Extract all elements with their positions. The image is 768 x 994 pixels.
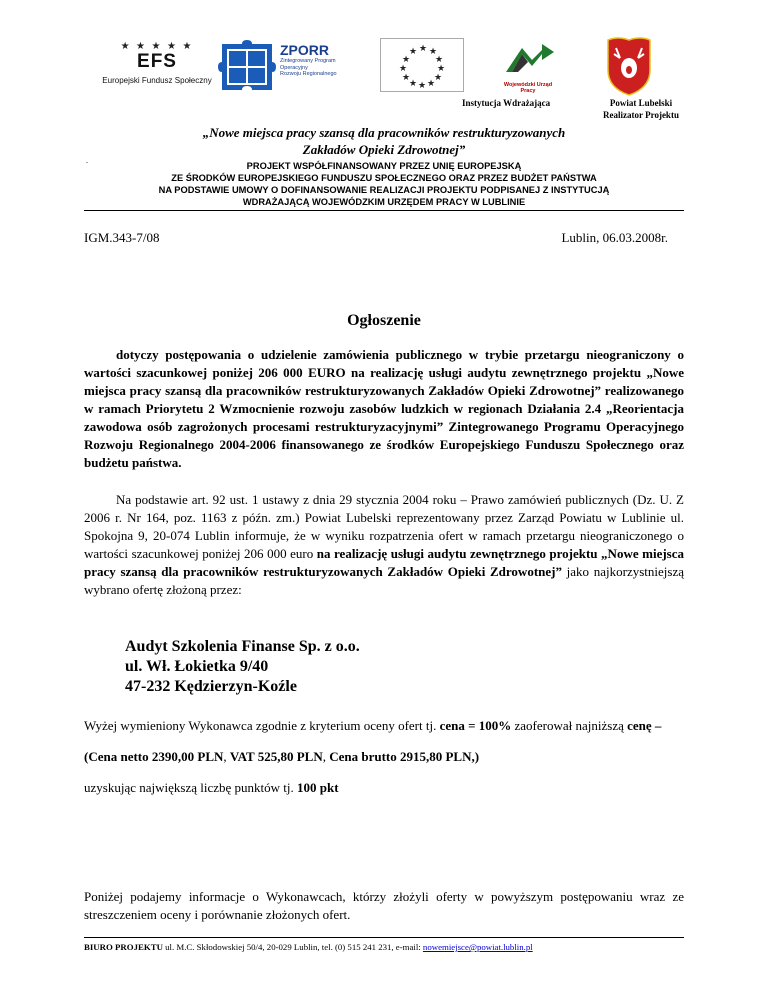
zporr-sub-1: Zintegrowany Program <box>280 58 336 64</box>
logo-bar <box>100 36 670 100</box>
cofinancing-notice <box>0 160 768 208</box>
reference-number: IGM.343-7/08 <box>84 230 160 245</box>
svg-text:★: ★ <box>402 55 411 65</box>
result-criterion: cena = 100% <box>439 718 512 733</box>
svg-text:★: ★ <box>402 73 411 83</box>
result-paragraph <box>84 710 684 803</box>
zporr-title: ZPORR <box>280 42 329 58</box>
footer-address: ul. M.C. Skłodowskiej 50/4, 20-029 Lublin, tel. (0) 515 241 231, e-mail: <box>162 942 423 952</box>
puzzle-icon <box>218 40 276 92</box>
footer-email-link[interactable]: nowemiejsce@powiat.lublin.pl <box>422 942 533 952</box>
intro-paragraph: dotyczy postępowania o udzielenie zamówienia publicznego w trybie przetargu nieograniczony o wartości szacunkowej poniżej 206 000 EURO na realizację usługi audytu zewnętrznego projektu „Nowe miejsca pracy szansą dla pracowników restrukturyzowanych Zakładów Opieki Zdrowotnej” realizowanego w ramach Priorytetu 2 Wzmocnienie rozwoju zasobów ludzkich w regionach Działania 2.4 „Reorientacja zawodowa osób zagrożonych procesami restrukturyzacyjnymi” Zintegrowanego Programu Operacyjnego Rozwoju Regionalnego 2004-2006 finansowanego ze środków Europejskiego Funduszu Społecznego oraz budżetu państwa. <box>84 347 684 470</box>
winner-block <box>125 637 360 697</box>
project-title-line-1: „Nowe miejsca pracy szansą dla pracowników restrukturyzowanych <box>202 125 566 140</box>
result-sep-2: , <box>322 749 330 764</box>
efs-stars-icon: ★ ★ ★ ★ ★ <box>120 41 194 52</box>
wup-arrows-icon <box>498 38 558 78</box>
efs-name: Europejski Fundusz Społeczny <box>102 76 212 85</box>
zporr-sub-3: Rozwoju Regionalnego <box>280 71 337 77</box>
wup-label: Wojewódzki Urząd Pracy <box>503 82 553 94</box>
result-gross-price: Cena brutto 2915,80 PLN,) <box>329 749 480 764</box>
result-text-1: Wyżej wymieniony Wykonawca zgodnie z kryterium oceny ofert tj. <box>84 718 440 733</box>
svg-text:★: ★ <box>399 64 408 74</box>
document-date: Lublin, 06.03.2008r. <box>561 230 668 245</box>
svg-text:★: ★ <box>409 79 418 89</box>
svg-text:★: ★ <box>435 55 444 65</box>
efs-logo <box>102 42 212 86</box>
footer-divider <box>84 937 684 938</box>
result-text-5: uzyskując największą liczbę punktów tj. <box>84 780 297 795</box>
result-net-price: cenę – (Cena netto 2390,00 PLN <box>84 718 662 764</box>
project-role: Realizator Projektu <box>603 110 679 120</box>
zporr-sub-2: Operacyjny <box>280 64 308 71</box>
legal-paragraph <box>84 491 684 599</box>
county-crest-icon <box>606 36 652 96</box>
result-vat: VAT 525,80 PLN <box>229 749 323 764</box>
winner-city: 47-232 Kędzierzyn-Koźle <box>125 678 297 695</box>
project-title-line-2: Zakładów Opieki Zdrowotnej” <box>302 142 466 157</box>
zporr-logo <box>218 40 378 94</box>
closing-paragraph: Poniżej podajemy informacje o Wykonawcach, którzy złożyli oferty w powyższym postępowaniu wraz ze streszczeniem oceny i porównanie złożonych ofert. <box>84 889 684 922</box>
legal-text: Na podstawie art. 92 ust. 1 ustawy z dnia 29 stycznia 2004 roku – Prawo zamówień publicznych (Dz. U. Z 2006 r. Nr 164, poz. 1163 z późn. zm.) Powiat Lubelski reprezentowany przez Zarząd Powiatu w Lublinie ul. Spokojna 9, 20-074 Lublin informuje, że w wyniku rozpatrzenia ofert w ramach przetargu nieograniczonego o wartości szacunkowej poniżej 206 000 euro <box>84 492 684 561</box>
svg-text:★: ★ <box>419 44 428 54</box>
header-divider <box>84 210 684 211</box>
dot-mark: . <box>86 156 88 165</box>
result-text-2: zaoferował najniższą <box>511 718 628 733</box>
svg-text:★: ★ <box>437 64 446 74</box>
legal-tail: jako najkorzystniejszą wybrano ofertę złożoną przez: <box>84 564 684 597</box>
implementing-institution: Instytucja Wdrażająca <box>462 98 551 108</box>
result-sep-1: , <box>223 749 230 764</box>
project-title <box>0 124 768 158</box>
winner-street: ul. Wł. Łokietka 9/40 <box>125 658 269 675</box>
legal-bold: na realizację usługi audytu zewnętrznego projektu „Nowe miejsca pracy szansą dla pracowników restrukturyzowanych Zakładów Opieki Zdrowotnej” <box>84 546 685 579</box>
footer <box>84 941 684 953</box>
svg-text:★: ★ <box>429 47 438 57</box>
svg-text:★: ★ <box>434 73 443 83</box>
wup-logo <box>498 38 558 96</box>
winner-name: Audyt Szkolenia Finanse Sp. z o.o. <box>125 638 360 655</box>
result-points: 100 pkt <box>297 780 339 795</box>
county-name: Powiat Lubelski <box>609 98 673 108</box>
cofinancing-line-3: NA PODSTAWIE UMOWY O DOFINANSOWANIE REALIZACJI PROJEKTU PODPISANEJ Z INSTYTUCJĄ <box>158 185 610 195</box>
document-heading: Ogłoszenie <box>347 312 421 329</box>
svg-text:★: ★ <box>409 47 418 57</box>
cofinancing-line-1: PROJEKT WSPÓŁFINANSOWANY PRZEZ UNIĘ EUROPEJSKĄ <box>246 161 522 171</box>
cofinancing-line-4: WDRAŻAJĄCĄ WOJEWÓDZKIM URZĘDEM PRACY W LUBLINIE <box>242 197 526 207</box>
efs-mark: EFS <box>137 51 177 72</box>
institutions <box>462 97 712 121</box>
eu-flag-icon <box>380 38 464 92</box>
svg-text:★: ★ <box>427 79 436 89</box>
footer-label: BIURO PROJEKTU <box>84 942 163 952</box>
svg-text:★: ★ <box>418 81 427 91</box>
cofinancing-line-2: ZE ŚRODKÓW EUROPEJSKIEGO FUNDUSZU SPOŁECZNEGO ORAZ PRZEZ BUDŻET PAŃSTWA <box>171 173 597 183</box>
